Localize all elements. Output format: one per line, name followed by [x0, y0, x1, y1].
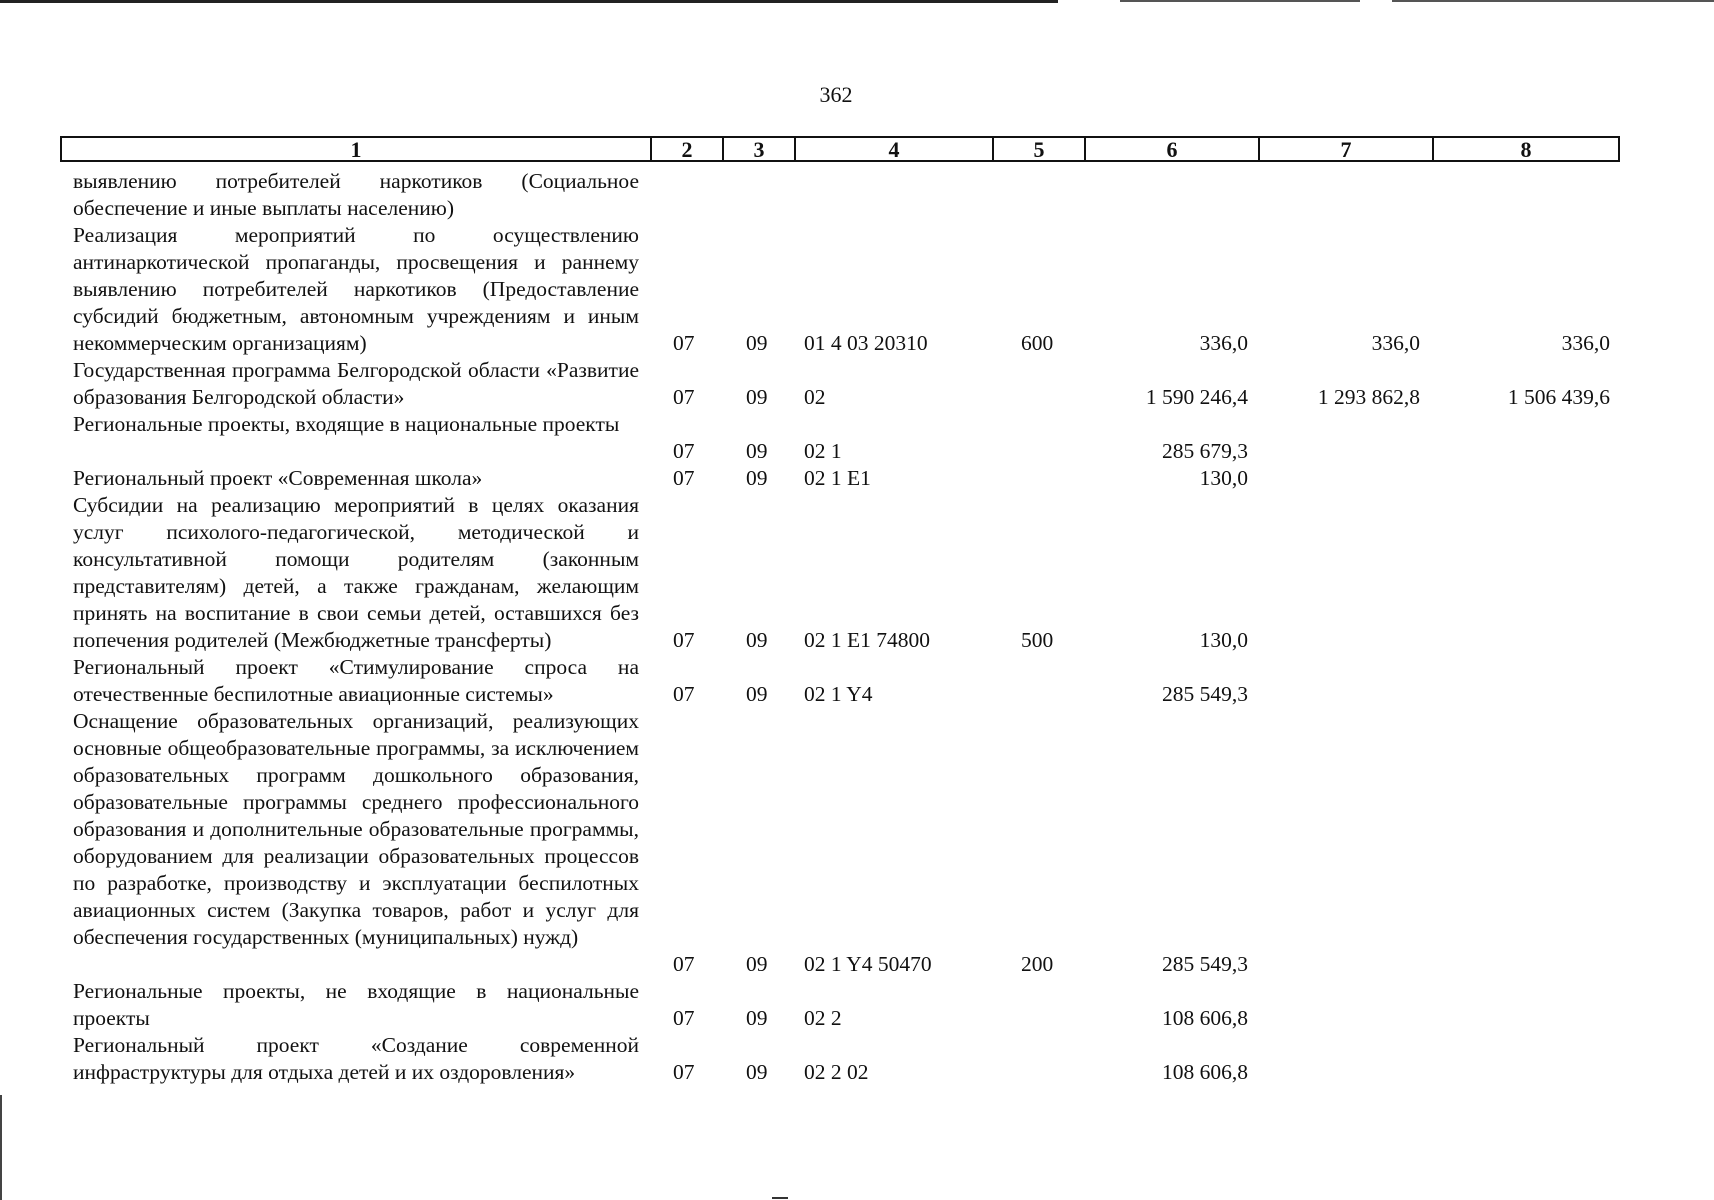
target-article-code: 01 4 03 20310 [804, 331, 928, 355]
scan-mark [772, 1197, 788, 1199]
amount-col-8: 336,0 [1561, 331, 1610, 355]
subsection-code: 09 [746, 1006, 768, 1030]
amount-col-7: 336,0 [1371, 331, 1420, 355]
amount-col-6: 130,0 [1199, 466, 1248, 490]
header-col-2: 2 [652, 138, 724, 160]
table-row [0, 465, 1714, 492]
subsection-code: 09 [746, 682, 768, 706]
table-row [0, 978, 1714, 1032]
scan-edge-left [0, 1095, 2, 1200]
amount-col-6: 285 549,3 [1162, 952, 1248, 976]
section-code: 07 [673, 466, 695, 490]
scan-edge-top [1120, 0, 1360, 2]
amount-col-6: 285 679,3 [1162, 439, 1248, 463]
section-code: 07 [673, 628, 695, 652]
section-code: 07 [673, 682, 695, 706]
subsection-code: 09 [746, 331, 768, 355]
section-code: 07 [673, 952, 695, 976]
table-header [60, 136, 1620, 162]
header-col-4: 4 [796, 138, 994, 160]
row-description: Региональные проекты, входящие в национальные проекты [73, 412, 620, 436]
row-description: Региональный проект «Стимулирование спроса на отечественные беспилотные авиационные системы» [73, 655, 639, 706]
target-article-code: 02 2 02 [804, 1060, 869, 1084]
amount-col-6: 285 549,3 [1162, 682, 1248, 706]
table-row [0, 411, 1714, 465]
amount-col-7: 1 293 862,8 [1317, 385, 1420, 409]
section-code: 07 [673, 1060, 695, 1084]
target-article-code: 02 1 E1 74800 [804, 628, 931, 652]
section-code: 07 [673, 1006, 695, 1030]
table-row [0, 168, 1714, 222]
header-col-7: 7 [1260, 138, 1434, 160]
scan-edge-top [0, 0, 1058, 3]
amount-col-6: 1 590 246,4 [1145, 385, 1248, 409]
target-article-code: 02 1 Y4 50470 [804, 952, 932, 976]
target-article-code: 02 1 E1 [804, 466, 871, 490]
section-code: 07 [673, 439, 695, 463]
header-col-3: 3 [724, 138, 796, 160]
subsection-code: 09 [746, 628, 768, 652]
table-row [0, 654, 1714, 708]
table-row [0, 222, 1714, 357]
header-col-1: 1 [62, 138, 652, 160]
amount-col-6: 108 606,8 [1162, 1006, 1248, 1030]
amount-col-8: 1 506 439,6 [1507, 385, 1610, 409]
header-col-5: 5 [994, 138, 1086, 160]
row-description: Государственная программа Белгородской области «Развитие образования Белгородской области» [73, 358, 639, 409]
row-description: Региональный проект «Современная школа» [73, 466, 483, 490]
row-description: Региональные проекты, не входящие в национальные проекты [73, 979, 639, 1030]
subsection-code: 09 [746, 466, 768, 490]
subsection-code: 09 [746, 385, 768, 409]
row-description: Субсидии на реализацию мероприятий в целях оказания услуг психолого-педагогической, методической и консультативной помощи родителям (законным представителям) детей, а также гражданам, желающим принять на воспитание в свои семьи детей, оставшихся без попечения родителей (Межбюджетные трансферты) [73, 493, 639, 652]
subsection-code: 09 [746, 1060, 768, 1084]
target-article-code: 02 1 [804, 439, 842, 463]
target-article-code: 02 2 [804, 1006, 842, 1030]
amount-col-6: 108 606,8 [1162, 1060, 1248, 1084]
row-description: Региональный проект «Создание современной инфраструктуры для отдыха детей и их оздоровления» [73, 1033, 639, 1084]
section-code: 07 [673, 331, 695, 355]
header-col-6: 6 [1086, 138, 1260, 160]
row-description: выявлению потребителей наркотиков (Социальное обеспечение и иные выплаты населению) [73, 169, 639, 220]
table-row [0, 708, 1714, 978]
target-article-code: 02 1 Y4 [804, 682, 873, 706]
page-number: 362 [819, 82, 853, 107]
subsection-code: 09 [746, 439, 768, 463]
scan-edge-top [1392, 0, 1714, 2]
expense-type-code: 500 [1021, 628, 1054, 652]
amount-col-6: 130,0 [1199, 628, 1248, 652]
expense-type-code: 200 [1021, 952, 1054, 976]
header-col-8: 8 [1520, 137, 1532, 162]
table-row [0, 357, 1714, 411]
row-description: Реализация мероприятий по осуществлению антинаркотической пропаганды, просвещения и раннему выявлению потребителей наркотиков (Предоставление субсидий бюджетным, автономным учреждениям и иным некоммерческим организациям) [73, 223, 639, 355]
subsection-code: 09 [746, 952, 768, 976]
table-row [0, 492, 1714, 654]
amount-col-6: 336,0 [1199, 331, 1248, 355]
section-code: 07 [673, 385, 695, 409]
table-row [0, 1032, 1714, 1086]
row-description: Оснащение образовательных организаций, реализующих основные общеобразовательные программы, за исключением образовательных программ дошкольного образования, образовательные программы среднего профессионального образования и дополнительные образовательные программы, оборудованием для реализации образовательных процессов по разработке, производству и эксплуатации беспилотных авиационных систем (Закупка товаров, работ и услуг для обеспечения государственных (муниципальных) нужд) [73, 709, 639, 949]
target-article-code: 02 [804, 385, 826, 409]
expense-type-code: 600 [1021, 331, 1054, 355]
